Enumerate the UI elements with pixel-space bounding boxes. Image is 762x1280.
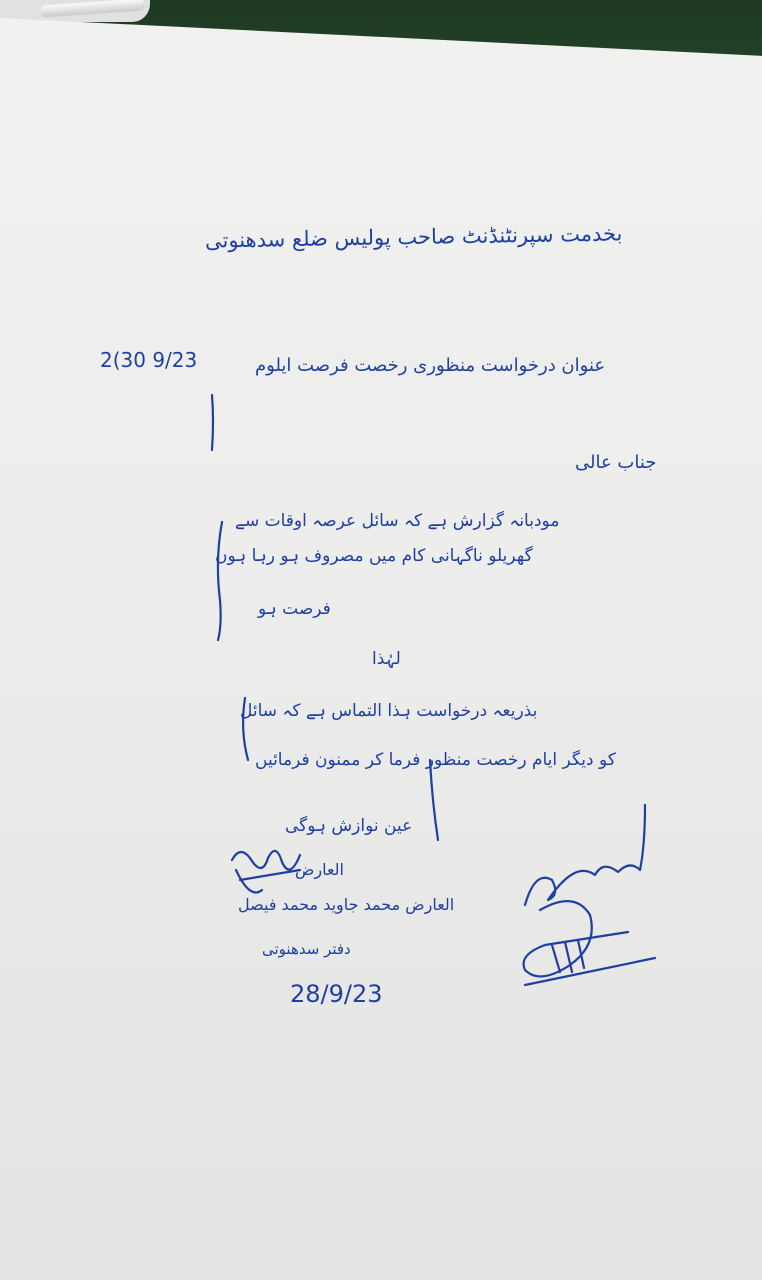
address-line: بخدمت سپرنٹنڈنٹ صاحب پولیس ضلع سدھنوتی [204,221,623,253]
signature-initials [232,851,300,893]
paragraph-mark-2 [243,698,248,760]
sender-name: العارض [295,860,344,879]
sender-rank: دفتر سدھنوتی [262,940,351,958]
signature-mark-main [525,805,645,905]
letter-date: 28/9/23 [290,980,383,1008]
paragraph-mark [218,522,222,640]
margin-stroke [212,395,213,450]
signature-mark-lower [524,901,655,985]
subject-line: عنوان درخواست منظوری رخصت فرصت ایلوم [255,355,606,376]
body-line-2: گھریلو ناگہانی کام میں مصروف ہو رہا ہوں [215,546,533,566]
body-line-6: کو دیگر ایام رخصت منظور فرما کر ممنون فرمائیں [255,750,616,770]
side-stroke [430,760,438,840]
body-line-5: بذریعہ درخواست ہذا التماس ہے کہ سائل [240,701,538,721]
reference-number: 2(30 9/23 [100,348,198,372]
body-line-4: لہٰذا [372,649,401,669]
body-line-7: عین نوازش ہوگی [285,816,413,836]
body-line-1: مودبانہ گزارش ہے کہ سائل عرصہ اوقات سے [235,511,560,531]
body-line-3: فرصت ہو [258,599,331,619]
salutation: جناب عالی [575,452,657,473]
sender-details: العارض محمد جاوید محمد فیصل [238,895,455,914]
